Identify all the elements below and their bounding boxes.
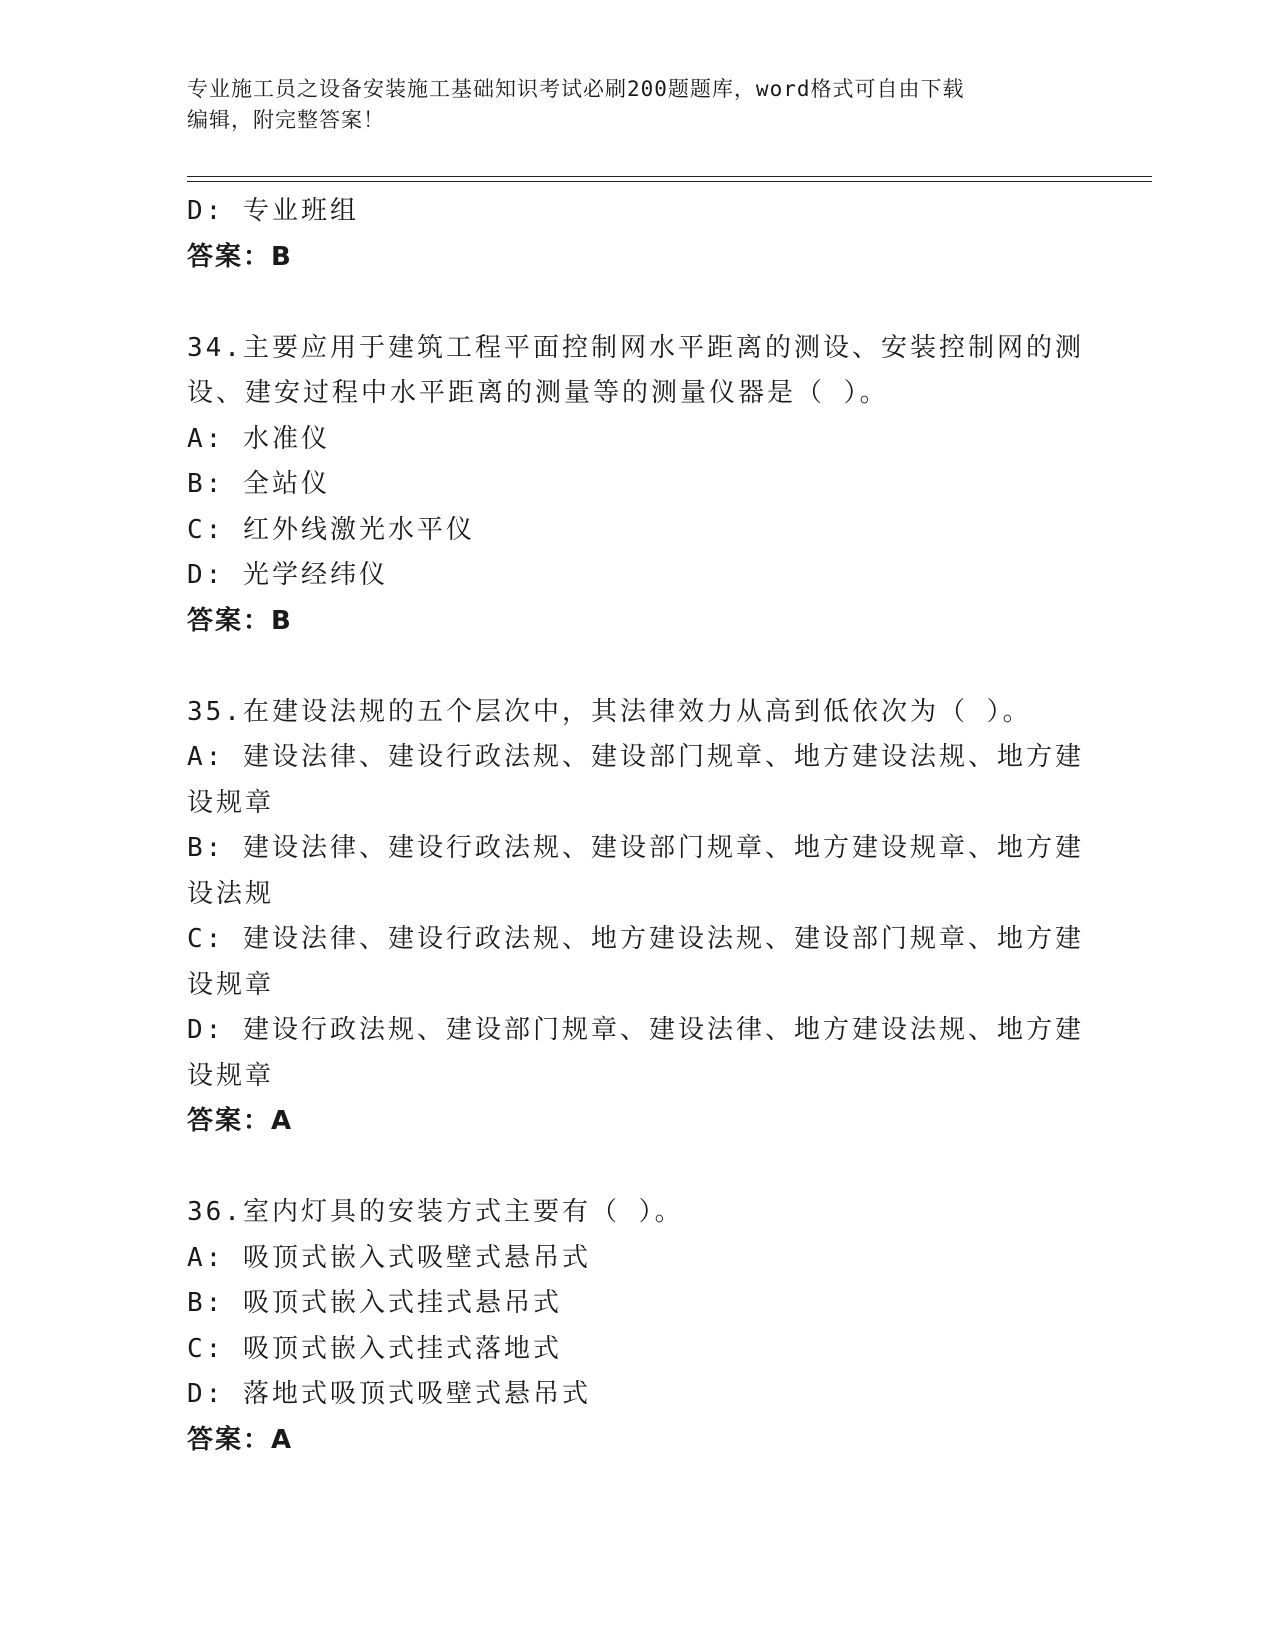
header-title-line1: 专业施工员之设备安装施工基础知识考试必刷200题题库，word格式可自由下载 [187, 77, 965, 101]
q34-answer: 答案：B [187, 605, 293, 636]
q35-option-a-line2: 设规章 [187, 787, 275, 818]
q35-option-a-line1: A: 建设法律、建设行政法规、建设部门规章、地方建设法规、地方建 [187, 742, 1084, 772]
q33-option-d: D: 专业班组 [187, 196, 359, 226]
q35-answer: 答案：A [187, 1106, 294, 1136]
q34-stem-line2: 设、建安过程中水平距离的测量等的测量仪器是（ ）。 [187, 378, 889, 408]
q33-answer: 答案：B [187, 241, 293, 272]
q36-stem: 36.室内灯具的安装方式主要有（ ）。 [187, 1197, 684, 1227]
header-divider-top [187, 176, 1152, 177]
header-divider-bottom [187, 181, 1152, 182]
q36-option-a: A: 吸顶式嵌入式吸壁式悬吊式 [187, 1242, 591, 1273]
q35-option-b-line2: 设法规 [187, 878, 275, 909]
q35-option-d-line2: 设规章 [187, 1060, 275, 1091]
q35-option-d-line1: D: 建设行政法规、建设部门规章、建设法律、地方建设法规、地方建 [187, 1015, 1084, 1045]
q35-option-b-line1: B: 建设法律、建设行政法规、建设部门规章、地方建设规章、地方建 [187, 833, 1084, 863]
page-header [187, 74, 1087, 136]
q35-option-c-line2: 设规章 [187, 969, 275, 1000]
spacer [187, 280, 1087, 326]
q35-option-c-line1: C: 建设法律、建设行政法规、地方建设法规、建设部门规章、地方建 [187, 924, 1084, 954]
q36-option-c: C: 吸顶式嵌入式挂式落地式 [187, 1333, 562, 1364]
q36-answer: 答案：A [187, 1424, 294, 1455]
q34-option-d: D: 光学经纬仪 [187, 560, 388, 590]
q35-stem: 35.在建设法规的五个层次中，其法律效力从高到低依次为（ ）。 [187, 696, 1032, 727]
q34-stem-line1: 34.主要应用于建筑工程平面控制网水平距离的测设、安装控制网的测 [187, 332, 1084, 363]
question-content [187, 189, 1087, 1463]
spacer [187, 1145, 1087, 1191]
q36-option-b: B: 吸顶式嵌入式挂式悬吊式 [187, 1288, 562, 1318]
q34-option-b: B: 全站仪 [187, 469, 330, 499]
q34-option-c: C: 红外线激光水平仪 [187, 514, 475, 545]
spacer [187, 644, 1087, 690]
q34-option-a: A: 水准仪 [187, 423, 330, 454]
header-title-line2: 编辑，附完整答案！ [187, 108, 385, 132]
q36-option-d: D: 落地式吸顶式吸壁式悬吊式 [187, 1379, 591, 1409]
